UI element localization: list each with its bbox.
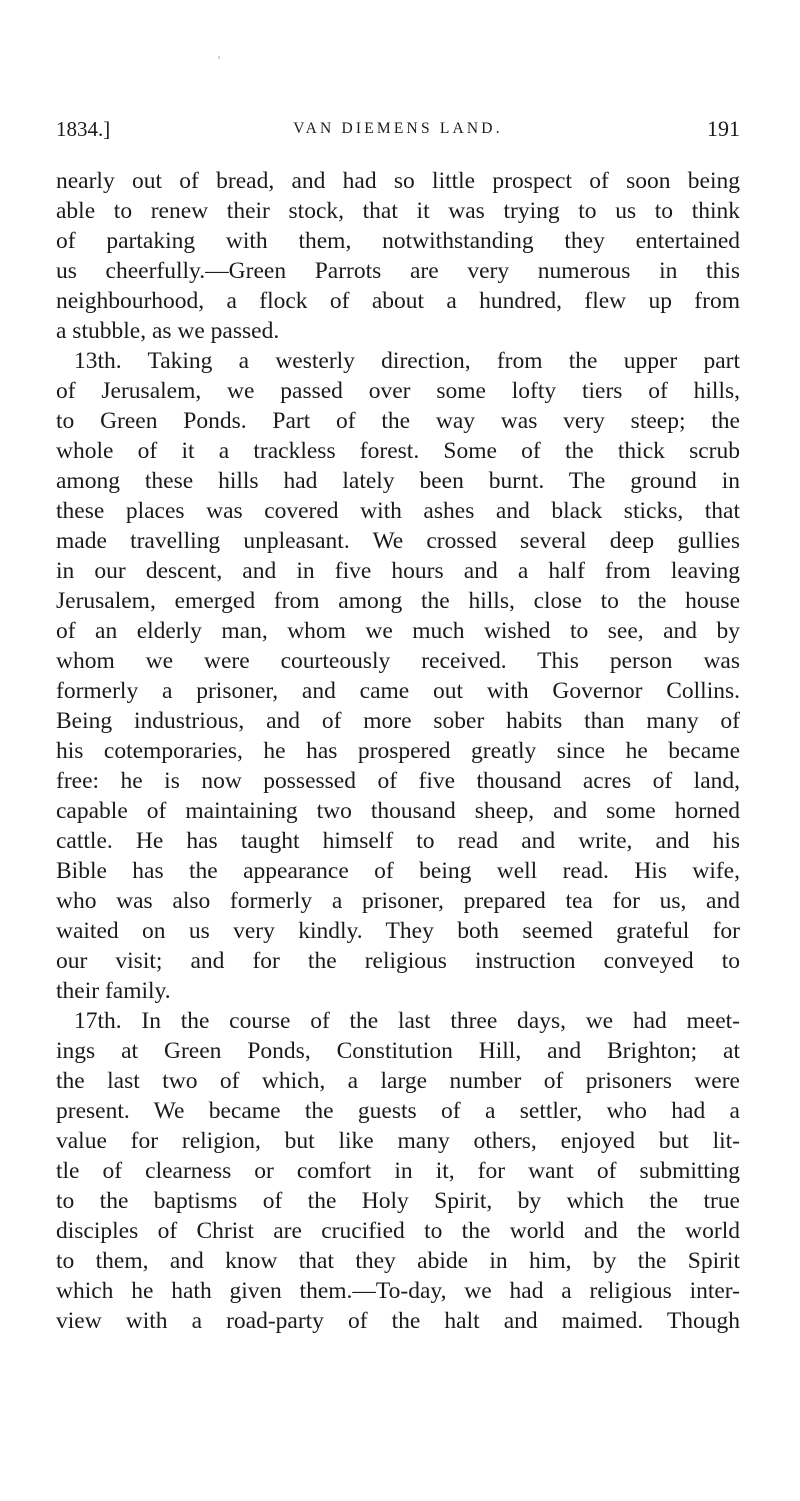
text-line: able to renew their stock, that it was trying to us to think	[56, 198, 740, 224]
text-line: made travelling unpleasant. We crossed several deep gullies	[56, 528, 740, 554]
text-line: of partaking with them, notwithstanding they entertained	[56, 228, 740, 254]
running-head-title: VAN DIEMENS LAND.	[293, 120, 503, 137]
text-line: 17th. In the course of the last three days, we had meet-	[74, 1008, 740, 1034]
text-line: Being industrious, and of more sober habits than many of	[56, 708, 740, 734]
text-line: the last two of which, a large number of prisoners were	[56, 1068, 740, 1094]
text-line: which he hath given them.—To-day, we had a religious inter-	[56, 1278, 740, 1304]
text-line: present. We became the guests of a settler, who had a	[56, 1098, 740, 1124]
text-line: view with a road-party of the halt and maimed. Though	[56, 1308, 740, 1334]
text-line: whole of it a trackless forest. Some of the thick scrub	[56, 438, 740, 464]
text-line: cattle. He has taught himself to read and write, and his	[56, 828, 740, 854]
text-line: disciples of Christ are crucified to the world and the world	[56, 1218, 740, 1244]
text-line: who was also formerly a prisoner, prepared tea for us, and	[56, 888, 740, 914]
text-line: ings at Green Ponds, Constitution Hill, and Brighton; at	[56, 1038, 740, 1064]
text-line: of an elderly man, whom we much wished to see, and by	[56, 618, 740, 644]
text-line: free: he is now possessed of five thousand acres of land,	[56, 768, 740, 794]
text-line: these places was covered with ashes and black sticks, that	[56, 498, 740, 524]
text-line: in our descent, and in five hours and a half from leaving	[56, 558, 740, 584]
text-line: neighbourhood, a flock of about a hundred, flew up from	[56, 288, 740, 314]
paper-speck	[218, 56, 220, 59]
text-line: to the baptisms of the Holy Spirit, by which the true	[56, 1188, 740, 1214]
text-line: waited on us very kindly. They both seemed grateful for	[56, 918, 740, 944]
text-line: his cotemporaries, he has prospered greatly since he became	[56, 738, 740, 764]
text-line: value for religion, but like many others, enjoyed but lit-	[56, 1128, 740, 1154]
text-line: to them, and know that they abide in him, by the Spirit	[56, 1248, 740, 1274]
text-line: Bible has the appearance of being well read. His wife,	[56, 858, 740, 884]
text-line: us cheerfully.—Green Parrots are very numerous in this	[56, 258, 740, 284]
text-line: among these hills had lately been burnt. The ground in	[56, 468, 740, 494]
text-line: capable of maintaining two thousand sheep, and some horned	[56, 798, 740, 824]
book-page	[56, 0, 740, 1501]
page-number: 191	[707, 116, 740, 141]
text-line: a stubble, as we passed.	[56, 318, 280, 344]
text-line: our visit; and for the religious instruction conveyed to	[56, 948, 740, 974]
text-line: formerly a prisoner, and came out with Governor Collins.	[56, 678, 740, 704]
text-line: to Green Ponds. Part of the way was very steep; the	[56, 408, 740, 434]
text-line: of Jerusalem, we passed over some lofty tiers of hills,	[56, 378, 740, 404]
text-line: 13th. Taking a westerly direction, from the upper part	[74, 348, 740, 374]
text-line: whom we were courteously received. This person was	[56, 648, 740, 674]
body-text	[56, 166, 740, 1336]
text-line: their family.	[56, 978, 171, 1004]
text-line: tle of clearness or comfort in it, for want of submitting	[56, 1158, 740, 1184]
text-line: Jerusalem, emerged from among the hills, close to the house	[56, 588, 740, 614]
running-head-year: 1834.]	[56, 117, 111, 141]
text-line: nearly out of bread, and had so little prospect of soon being	[56, 168, 740, 194]
running-head	[56, 114, 740, 144]
